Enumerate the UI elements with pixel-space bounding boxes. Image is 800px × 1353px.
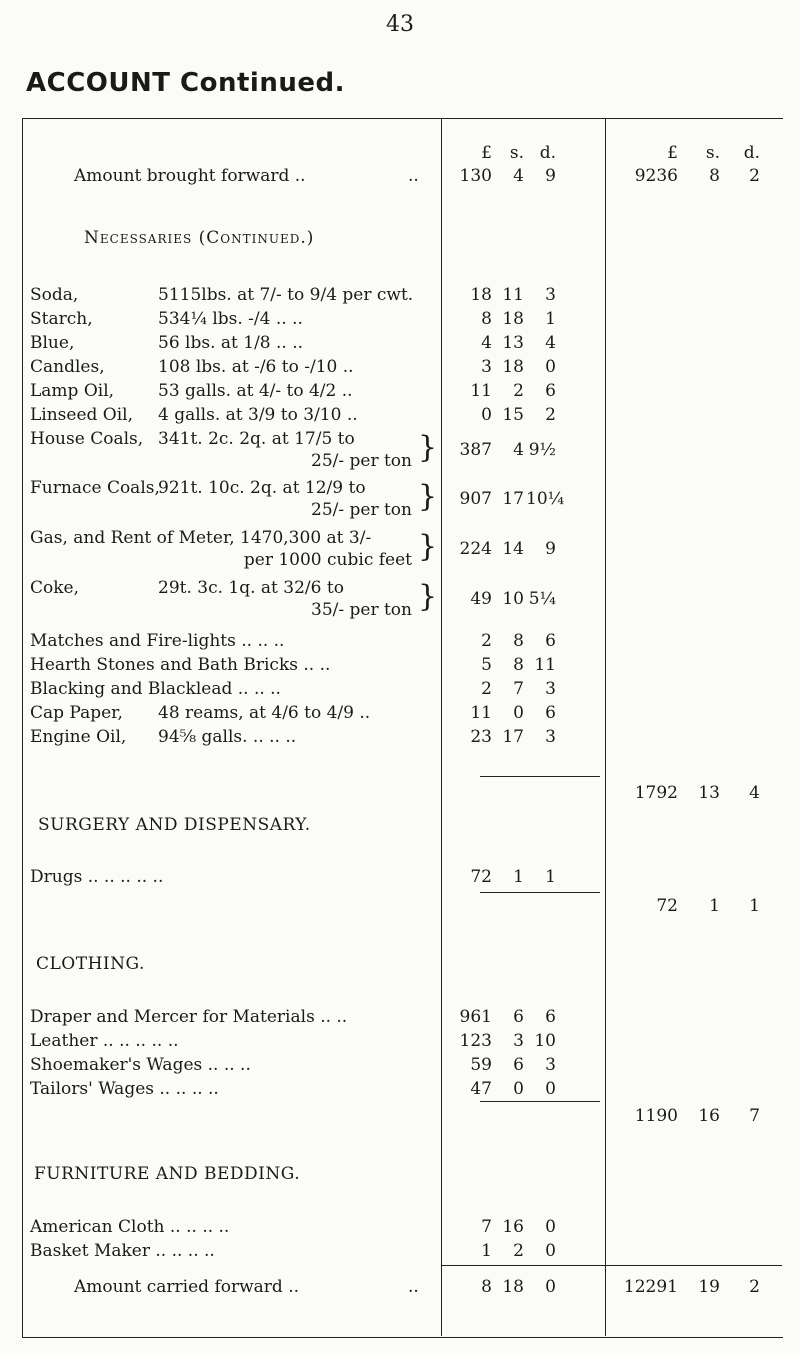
- amount-part: 6: [513, 1055, 524, 1075]
- amount-part: 961: [459, 1007, 492, 1027]
- line-item: American Cloth .. .. .. ..: [30, 1217, 230, 1237]
- line-item: Leather .. .. .. .. ..: [30, 1031, 179, 1051]
- amount-part: 6: [545, 1007, 556, 1027]
- brace-mark: }: [418, 529, 438, 564]
- line-description: 56 lbs. at 1/8 .. ..: [158, 333, 304, 353]
- amount-part: 2: [481, 631, 492, 651]
- amount-part: 3: [513, 1031, 524, 1051]
- line-item: Gas, and Rent of Meter, 1470,300 at 3/-: [30, 528, 372, 548]
- amount-part: 11: [470, 703, 492, 723]
- section-title-furniture: FURNITURE AND BEDDING.: [34, 1164, 301, 1184]
- amount-part: 3: [545, 679, 556, 699]
- amount-part: 6: [545, 381, 556, 401]
- amount-part: 72: [470, 867, 492, 887]
- amount-part: 4: [545, 333, 556, 353]
- subtotal-rule: [480, 892, 600, 893]
- amount-part: 0: [481, 405, 492, 425]
- amount-part: 9: [545, 539, 556, 559]
- amount-part: 9: [545, 166, 556, 186]
- amount-part: 49: [470, 589, 492, 609]
- column-divider: [605, 118, 606, 1336]
- amount-part: 123: [459, 1031, 492, 1051]
- line-item: Tailors' Wages .. .. .. ..: [30, 1079, 219, 1099]
- amount-part: 14: [502, 539, 524, 559]
- amount-part: 0: [513, 703, 524, 723]
- amount-part: 7: [481, 1217, 492, 1237]
- amount-part: 0: [545, 357, 556, 377]
- section-title-necessaries: Necessaries (Continued.): [84, 228, 315, 248]
- subtotal-rule: [480, 776, 600, 777]
- line-item: Hearth Stones and Bath Bricks .. ..: [30, 655, 331, 675]
- amount-part: 1: [545, 309, 556, 329]
- amount-part: 7: [513, 679, 524, 699]
- line-item: Candles,: [30, 357, 105, 377]
- line-description-cont: per 1000 cubic feet: [243, 550, 412, 570]
- pence-header: d.: [743, 143, 760, 163]
- amount-part: 59: [470, 1055, 492, 1075]
- line-description: 94⅝ galls. .. .. ..: [158, 727, 297, 747]
- line-item: Draper and Mercer for Materials .. ..: [30, 1007, 348, 1027]
- leader-dots: ..: [408, 166, 419, 186]
- carried-forward-label: Amount carried forward ..: [74, 1277, 300, 1297]
- amount-part: 11: [470, 381, 492, 401]
- line-item: Cap Paper,: [30, 703, 123, 723]
- amount-part: 0: [545, 1241, 556, 1261]
- amount-part: 0: [545, 1217, 556, 1237]
- amount-part: 1: [749, 896, 760, 916]
- line-description-cont: 35/- per ton: [311, 600, 412, 620]
- amount-part: 16: [502, 1217, 524, 1237]
- line-item: Blacking and Blacklead .. .. ..: [30, 679, 281, 699]
- amount-part: 10¼: [526, 489, 565, 509]
- brace-mark: }: [418, 479, 438, 514]
- amount-part: 6: [545, 703, 556, 723]
- amount-part: 1: [545, 867, 556, 887]
- amount-part: 6: [545, 631, 556, 651]
- leader-dots: ..: [408, 1277, 419, 1297]
- pounds-header: £: [481, 143, 492, 163]
- line-description: 341t. 2c. 2q. at 17/5 to: [158, 429, 355, 449]
- pounds-header: £: [667, 143, 678, 163]
- line-item: Drugs .. .. .. .. ..: [30, 867, 164, 887]
- amount-part: 23: [470, 727, 492, 747]
- amount-part: 18: [502, 309, 524, 329]
- line-description: 48 reams, at 4/6 to 4/9 ..: [158, 703, 371, 723]
- amount-part: 8: [481, 309, 492, 329]
- line-item: Lamp Oil,: [30, 381, 115, 401]
- line-item: Starch,: [30, 309, 93, 329]
- brought-forward-label: Amount brought forward ..: [74, 166, 306, 186]
- amount-part: 1: [709, 896, 720, 916]
- amount-part: 1792: [634, 783, 678, 803]
- subtotal-rule: [480, 1101, 600, 1102]
- amount-part: 4: [513, 440, 524, 460]
- line-description-cont: 25/- per ton: [311, 451, 412, 471]
- amount-part: 2: [749, 1277, 760, 1297]
- line-description: 921t. 10c. 2q. at 12/9 to: [158, 478, 366, 498]
- amount-part: 907: [459, 489, 492, 509]
- amount-part: 1190: [634, 1106, 678, 1126]
- amount-part: 13: [502, 333, 524, 353]
- amount-part: 15: [502, 405, 524, 425]
- amount-part: 16: [698, 1106, 720, 1126]
- pence-header: d.: [539, 143, 556, 163]
- amount-part: 387: [459, 440, 492, 460]
- line-description: 29t. 3c. 1q. at 32/6 to: [158, 578, 344, 598]
- section-title-clothing: CLOTHING.: [36, 954, 145, 974]
- line-description: 534¼ lbs. -/4 .. ..: [158, 309, 303, 329]
- section-title-surgery: SURGERY AND DISPENSARY.: [38, 815, 311, 835]
- line-item: Engine Oil,: [30, 727, 127, 747]
- amount-part: 19: [698, 1277, 720, 1297]
- amount-part: 5: [481, 655, 492, 675]
- amount-part: 10: [534, 1031, 556, 1051]
- amount-part: 11: [502, 285, 524, 305]
- line-item: Soda,: [30, 285, 79, 305]
- amount-part: 8: [481, 1277, 492, 1297]
- amount-part: 130: [459, 166, 492, 186]
- brace-mark: }: [418, 430, 438, 465]
- amount-part: 3: [545, 727, 556, 747]
- line-item: Coke,: [30, 578, 80, 598]
- amount-part: 2: [545, 405, 556, 425]
- amount-part: 3: [481, 357, 492, 377]
- brace-mark: }: [418, 579, 438, 614]
- amount-part: 1: [481, 1241, 492, 1261]
- amount-part: 2: [513, 1241, 524, 1261]
- line-description-cont: 25/- per ton: [311, 500, 412, 520]
- line-item: Shoemaker's Wages .. .. ..: [30, 1055, 251, 1075]
- amount-part: 9236: [634, 166, 678, 186]
- line-item: House Coals,: [30, 429, 144, 449]
- line-item: Basket Maker .. .. .. ..: [30, 1241, 215, 1261]
- amount-part: 18: [502, 1277, 524, 1297]
- shillings-header: s.: [509, 143, 524, 163]
- amount-part: 3: [545, 285, 556, 305]
- amount-part: 0: [513, 1079, 524, 1099]
- amount-part: 2: [749, 166, 760, 186]
- amount-part: 17: [502, 489, 524, 509]
- page-heading: ACCOUNT Continued.: [26, 68, 345, 98]
- amount-part: 4: [749, 783, 760, 803]
- amount-part: 4: [481, 333, 492, 353]
- line-description: 53 galls. at 4/- to 4/2 ..: [158, 381, 353, 401]
- line-description: 108 lbs. at -/6 to -/10 ..: [158, 357, 354, 377]
- line-item: Furnace Coals,: [30, 478, 160, 498]
- amount-part: 2: [513, 381, 524, 401]
- line-item: Linseed Oil,: [30, 405, 134, 425]
- amount-part: 1: [513, 867, 524, 887]
- line-description: 5115lbs. at 7/- to 9/4 per cwt.: [158, 285, 414, 305]
- amount-part: 8: [513, 631, 524, 651]
- line-item: Blue,: [30, 333, 75, 353]
- amount-part: 18: [470, 285, 492, 305]
- amount-part: 7: [749, 1106, 760, 1126]
- amount-part: 8: [709, 166, 720, 186]
- amount-part: 6: [513, 1007, 524, 1027]
- total-rule: [442, 1265, 782, 1266]
- amount-part: 9½: [528, 440, 556, 460]
- amount-part: 47: [470, 1079, 492, 1099]
- amount-part: 2: [481, 679, 492, 699]
- page-number: 43: [386, 12, 414, 37]
- amount-part: 8: [513, 655, 524, 675]
- amount-part: 3: [545, 1055, 556, 1075]
- amount-part: 12291: [623, 1277, 678, 1297]
- shillings-header: s.: [705, 143, 720, 163]
- column-divider: [441, 118, 442, 1336]
- amount-part: 72: [656, 896, 678, 916]
- amount-part: 18: [502, 357, 524, 377]
- line-description: 4 galls. at 3/9 to 3/10 ..: [158, 405, 358, 425]
- amount-part: 11: [534, 655, 556, 675]
- amount-part: 0: [545, 1079, 556, 1099]
- amount-part: 10: [502, 589, 524, 609]
- amount-part: 5¼: [528, 589, 556, 609]
- amount-part: 13: [698, 783, 720, 803]
- amount-part: 17: [502, 727, 524, 747]
- amount-part: 224: [459, 539, 492, 559]
- amount-part: 4: [513, 166, 524, 186]
- line-item: Matches and Fire-lights .. .. ..: [30, 631, 285, 651]
- amount-part: 0: [545, 1277, 556, 1297]
